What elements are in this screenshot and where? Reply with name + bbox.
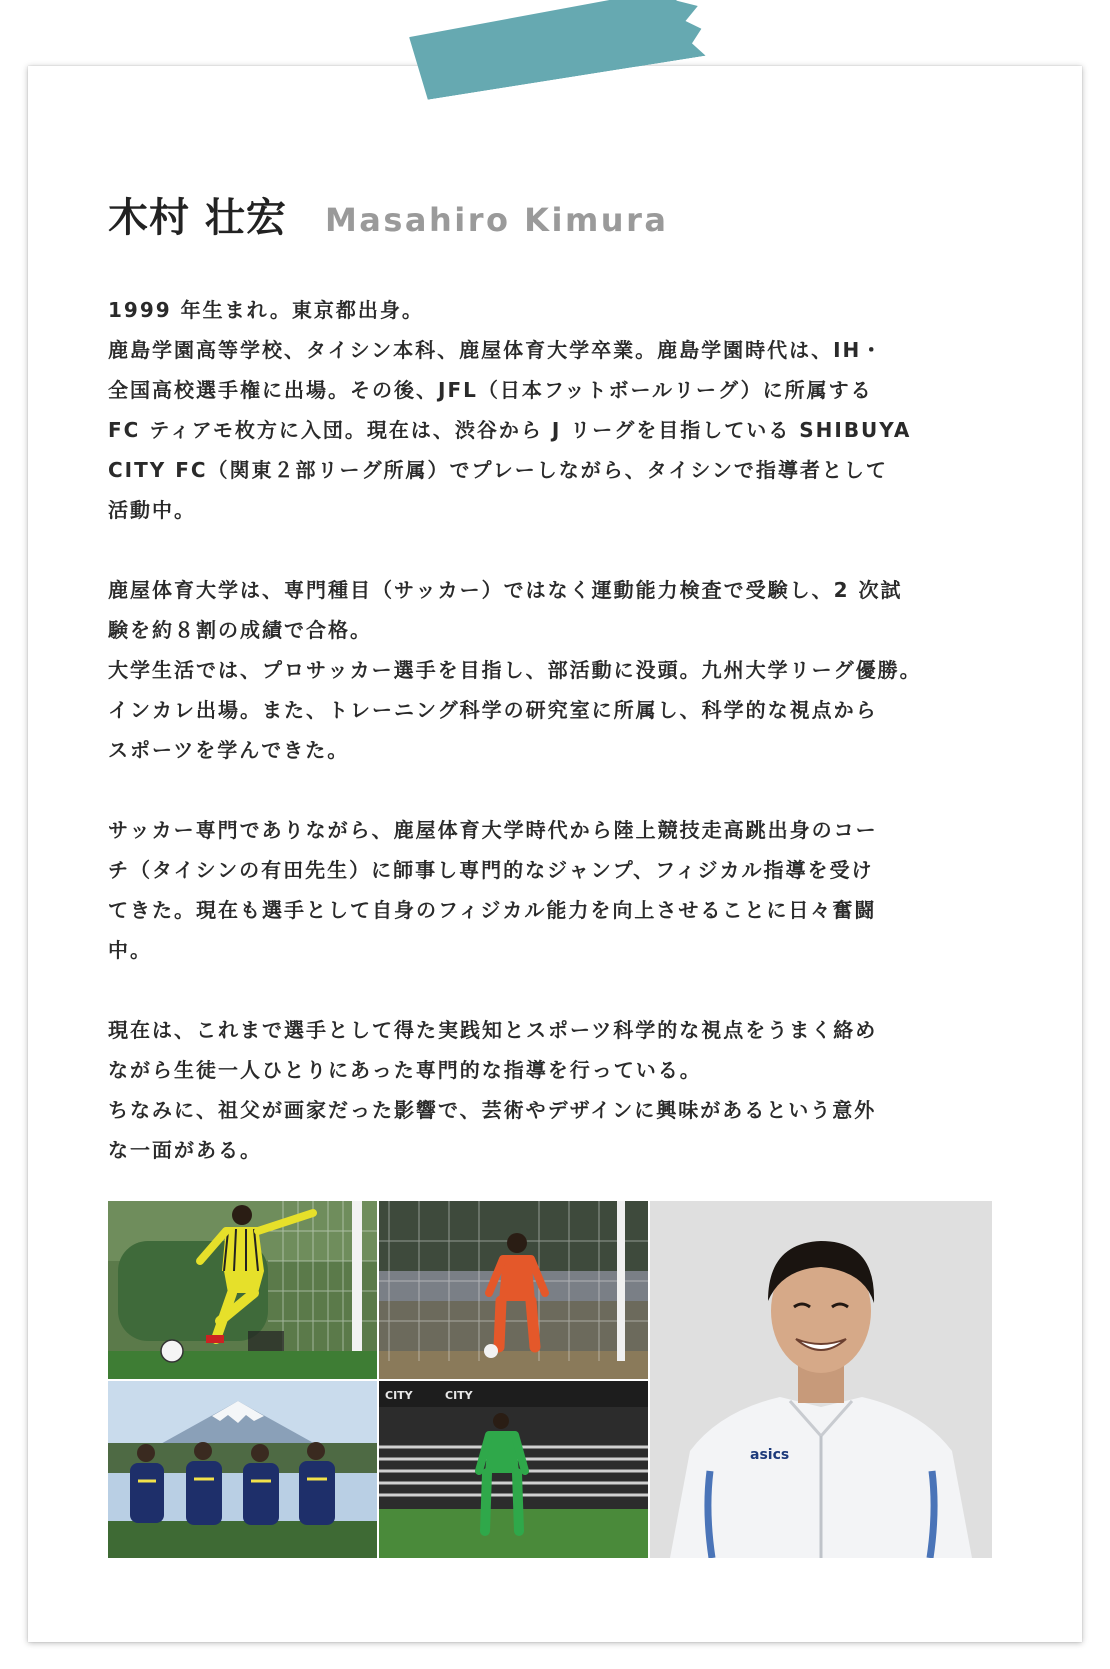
bio-line: インカレ出場。また、トレーニング科学の研究室に所属し、科学的な視点から [108, 698, 878, 722]
bio-line: な一面がある。 [108, 1138, 262, 1162]
bio-line: てきた。現在も選手として自身のフィジカル能力を向上させることに日々奮闘 [108, 898, 877, 922]
bio-line: 全国高校選手権に出場。その後、JFL（日本フットボールリーグ）に所属する [108, 378, 873, 402]
photo-team-fuji [108, 1381, 377, 1558]
bio-line: 大学生活では、プロサッカー選手を目指し、部活動に没頭。九州大学リーグ優勝。 [108, 658, 922, 682]
bio-line: 験を約８割の成績で合格。 [108, 618, 372, 642]
stadium-banner-2: CITY [445, 1389, 473, 1402]
bio-line: 鹿島学園高等学校、タイシン本科、鹿屋体育大学卒業。鹿島学園時代は、IH・ [108, 338, 884, 362]
bio-line: ながら生徒一人ひとりにあった専門的な指導を行っている。 [108, 1058, 702, 1082]
bio-line: 1999 年生まれ。東京都出身。 [108, 298, 424, 322]
bio-line: 中。 [108, 938, 152, 962]
profile-name [108, 186, 668, 243]
bio-paragraph-1 [108, 290, 1028, 530]
bio-line: スポーツを学んできた。 [108, 738, 350, 762]
bio-line: サッカー専門でありながら、鹿屋体育大学時代から陸上競技走高跳出身のコー [108, 818, 878, 842]
bio-paragraph-3 [108, 810, 1028, 970]
biography [108, 290, 1028, 1210]
stadium-banner-1: CITY [385, 1389, 413, 1402]
bio-line: CITY FC（関東２部リーグ所属）でプレーしながら、タイシンで指導者として [108, 458, 888, 482]
jacket-brand-text: asics [750, 1447, 790, 1463]
bio-line: ちなみに、祖父が画家だった影響で、芸術やデザインに興味があるという意外 [108, 1098, 877, 1122]
photo-goalkeeper-kick [108, 1201, 377, 1379]
photo-stadium [379, 1381, 648, 1558]
photo-portrait [650, 1201, 992, 1558]
bio-line: 活動中。 [108, 498, 196, 522]
bio-line: FC ティアモ枚方に入団。現在は、渋谷から J リーグを目指している SHIBUYA [108, 418, 912, 442]
bio-line: 現在は、これまで選手として得た実践知とスポーツ科学的な視点をうまく絡め [108, 1018, 878, 1042]
name-japanese: 木村 壮宏 [108, 195, 287, 241]
photo-goalkeeper-orange [379, 1201, 648, 1379]
bio-line: チ（タイシンの有田先生）に師事し専門的なジャンプ、フィジカル指導を受け [108, 858, 874, 882]
photo-collage [108, 1201, 992, 1558]
bio-line: 鹿屋体育大学は、専門種目（サッカー）ではなく運動能力検査で受験し、2 次試 [108, 578, 903, 602]
bio-paragraph-4 [108, 1010, 1028, 1170]
name-english: Masahiro Kimura [324, 201, 669, 239]
bio-paragraph-2 [108, 570, 1028, 770]
